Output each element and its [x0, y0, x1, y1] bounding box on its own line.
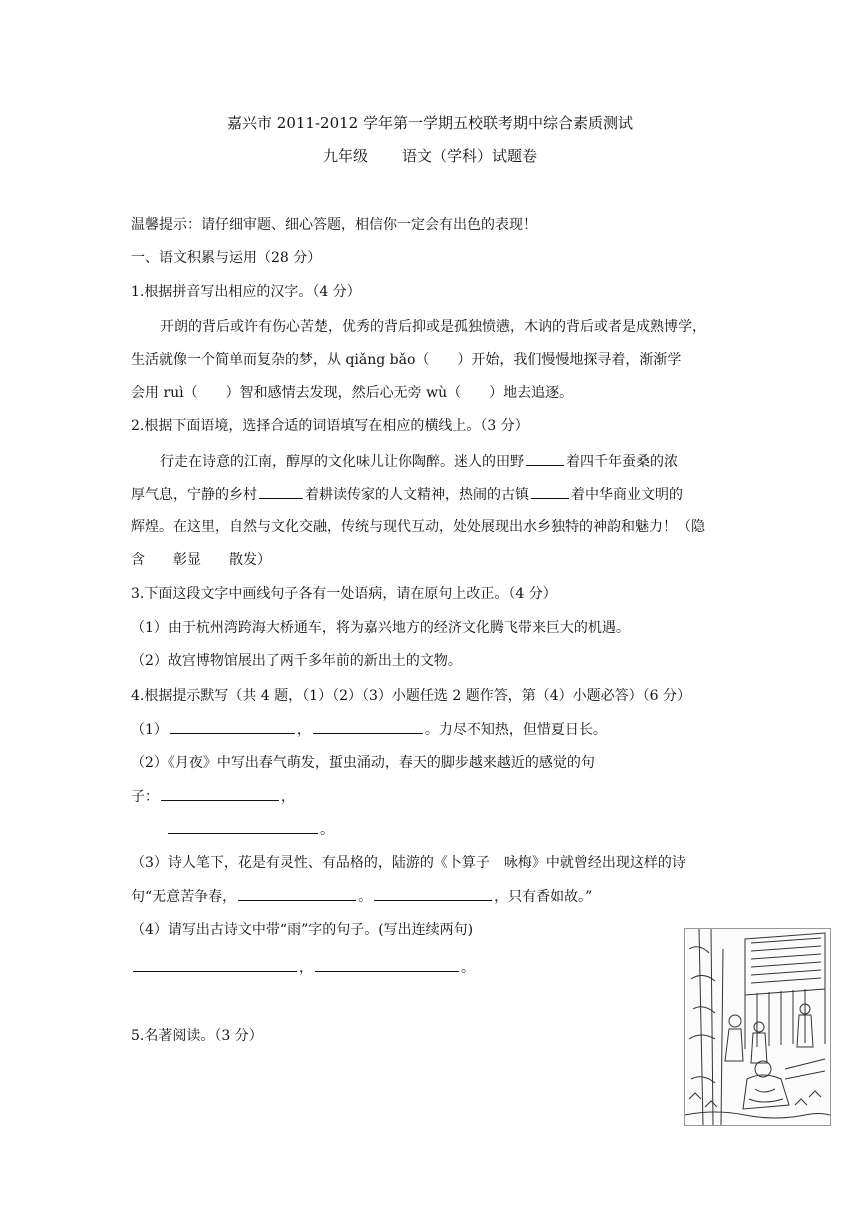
q2-line-3: 辉煌。在这里，自然与文化交融，传统与现代互动，处处展现出水乡独特的神韵和魅力！（隐	[131, 519, 705, 535]
q4-title: 4.根据提示默写（共 4 题，（1）（2）（3）小题任选 2 题作答，第（4）小题必答）（6 分）	[131, 688, 691, 704]
q1-title: 1.根据拼音写出相应的汉字。（4 分）	[131, 284, 361, 300]
q4-item-3-line-1: （3）诗人笔下，花是有灵性、有品格的，陆游的《卜算子 咏梅》中就曾经出现这样的诗	[131, 855, 686, 871]
q4-item-4-line-2	[131, 957, 475, 978]
section-heading: 一、语文积累与运用（28 分）	[131, 250, 322, 266]
q4-text: ，	[299, 960, 313, 976]
q4-text: 句“无意苦争春，	[131, 889, 237, 905]
answer-blank[interactable]	[313, 719, 423, 734]
grade-label: 九年级	[322, 147, 368, 165]
q4-text: ，只有香如故。”	[494, 889, 593, 905]
q4-text: ，	[296, 722, 311, 738]
q4-item-2-line-1: （2）《月夜》中写出春气萌发，蜇虫涌动，春天的脚步越来越近的感觉的句	[131, 755, 595, 771]
q3-title: 3.下面这段文字中画线句子各有一处语病，请在原句上改正。（4 分）	[131, 586, 557, 602]
q2-title: 2.根据下面语境，选择合适的词语填写在相应的横线上。（3 分）	[131, 418, 529, 434]
q2-line-1	[160, 451, 678, 472]
q4-item-3-line-2	[131, 886, 592, 907]
answer-blank[interactable]	[374, 886, 492, 901]
answer-blank[interactable]	[531, 484, 569, 499]
q4-text: 。力尽不知热，但惜夏日长。	[424, 722, 607, 738]
q1-line-1: 开朗的背后或许有伤心苦楚，优秀的背后抑或是孤独愤懑，木讷的背后或者是成熟博学，	[160, 319, 706, 335]
answer-blank[interactable]	[259, 484, 303, 499]
q2-text: 行走在诗意的江南，醇厚的文化味儿让你陶醉。迷人的田野	[160, 454, 524, 470]
q4-item-4-line-1: （4）请写出古诗文中带“雨”字的句子。(写出连续两句)	[131, 922, 474, 938]
q2-text: 着中华商业文明的	[571, 487, 683, 503]
exam-subtitle	[0, 146, 860, 166]
exam-title: 嘉兴市 2011-2012 学年第一学期五校联考期中综合素质测试	[227, 114, 633, 132]
q4-label: 子：	[131, 789, 159, 805]
tip-text: 温馨提示：请仔细审题、细心答题，相信你一定会有出色的表现！	[131, 217, 537, 233]
q5-title: 5.名著阅读。（3 分）	[131, 1028, 263, 1044]
q4-item-2-line-3	[166, 819, 334, 840]
q4-label: （1）	[131, 722, 168, 738]
woodblock-illustration-icon	[684, 928, 831, 1126]
q4-text: 。	[320, 822, 334, 838]
answer-blank[interactable]	[133, 957, 297, 972]
q3-item-1: （1）由于杭州湾跨海大桥通车，将为嘉兴地方的经济文化腾飞带来巨大的机遇。	[131, 620, 630, 636]
answer-blank[interactable]	[168, 819, 318, 834]
q4-text: 。	[461, 960, 475, 976]
answer-blank[interactable]	[238, 886, 356, 901]
answer-blank[interactable]	[161, 786, 279, 801]
q2-text: 着耕读传家的人文精神，热闹的古镇	[305, 487, 529, 503]
q2-word-options: 含 彰显 散发）	[131, 552, 271, 568]
q1-line-3: 会用 ruì（ ）智和感情去发现，然后心无旁 wù（ ）地去追逐。	[131, 385, 574, 401]
q2-line-2	[131, 484, 683, 505]
q1-line-2: 生活就像一个简单而复杂的梦，从 qiǎng bǎo（ ）开始，我们慢慢地探寻着，渐渐学	[131, 352, 682, 368]
q3-item-2: （2）故宫博物馆展出了两千多年前的新出土的文物。	[131, 653, 462, 669]
q4-text: 。	[358, 889, 373, 905]
q4-item-1	[131, 719, 607, 740]
subject-label: 语文（学科）试题卷	[402, 147, 538, 165]
q2-text: 着四千年蚕桑的浓	[566, 454, 678, 470]
q4-item-2-line-2	[131, 786, 295, 807]
answer-blank[interactable]	[170, 719, 295, 734]
q4-text: ，	[281, 789, 295, 805]
answer-blank[interactable]	[526, 451, 564, 466]
q2-text: 厚气息，宁静的乡村	[131, 487, 257, 503]
answer-blank[interactable]	[315, 957, 459, 972]
